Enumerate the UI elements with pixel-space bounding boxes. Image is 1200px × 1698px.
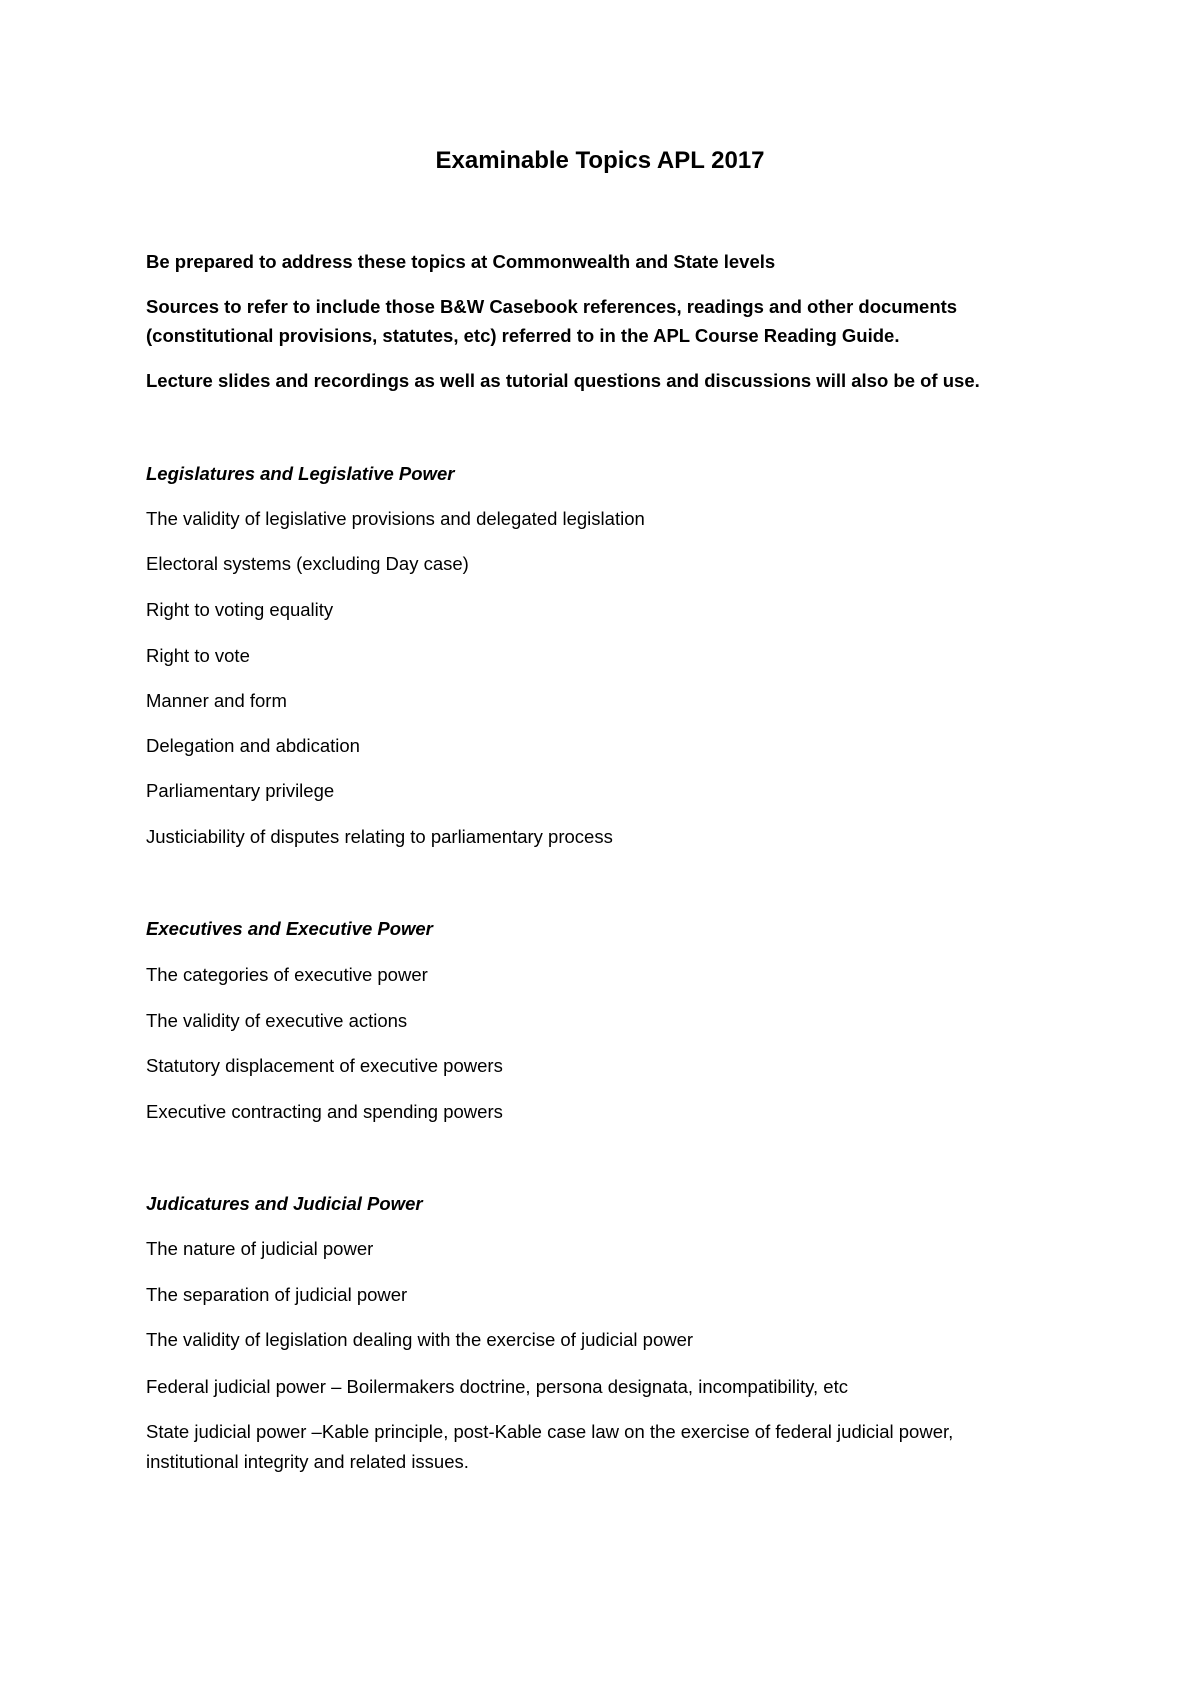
intro-line-lecture-slides: Lecture slides and recordings as well as tutorial questions and discussions will also be of use. bbox=[146, 370, 980, 391]
list-item: Right to vote bbox=[146, 645, 250, 666]
list-item: Justiciability of disputes relating to parliamentary process bbox=[146, 826, 613, 847]
list-item: Right to voting equality bbox=[146, 599, 334, 620]
intro-line-sources-continued: (constitutional provisions, statutes, etc) referred to in the APL Course Reading Guide. bbox=[146, 325, 900, 346]
list-item: Parliamentary privilege bbox=[146, 780, 335, 801]
list-item: The validity of legislative provisions and delegated legislation bbox=[146, 508, 645, 529]
list-item-continued: institutional integrity and related issues. bbox=[146, 1451, 469, 1472]
list-item: The validity of legislation dealing with the exercise of judicial power bbox=[146, 1329, 694, 1350]
section-heading-judicatures: Judicatures and Judicial Power bbox=[146, 1193, 423, 1214]
list-item: The categories of executive power bbox=[146, 964, 428, 985]
list-item: The nature of judicial power bbox=[146, 1238, 374, 1259]
intro-line-commonwealth-state: Be prepared to address these topics at Commonwealth and State levels bbox=[146, 251, 776, 272]
list-item: Manner and form bbox=[146, 690, 287, 711]
document-title: Examinable Topics APL 2017 bbox=[435, 147, 765, 174]
list-item: Electoral systems (excluding Day case) bbox=[146, 553, 469, 574]
section-heading-legislatures: Legislatures and Legislative Power bbox=[146, 463, 455, 484]
list-item: State judicial power –Kable principle, post-Kable case law on the exercise of federal judicial power, bbox=[146, 1421, 954, 1442]
section-heading-executives: Executives and Executive Power bbox=[146, 918, 433, 939]
list-item: Federal judicial power – Boilermakers doctrine, persona designata, incompatibility, etc bbox=[146, 1376, 848, 1397]
list-item: The validity of executive actions bbox=[146, 1010, 408, 1031]
list-item: Statutory displacement of executive powers bbox=[146, 1055, 503, 1076]
list-item: The separation of judicial power bbox=[146, 1284, 408, 1305]
list-item: Executive contracting and spending powers bbox=[146, 1101, 503, 1122]
list-item: Delegation and abdication bbox=[146, 735, 360, 756]
intro-line-sources: Sources to refer to include those B&W Casebook references, readings and other documents bbox=[146, 296, 958, 317]
